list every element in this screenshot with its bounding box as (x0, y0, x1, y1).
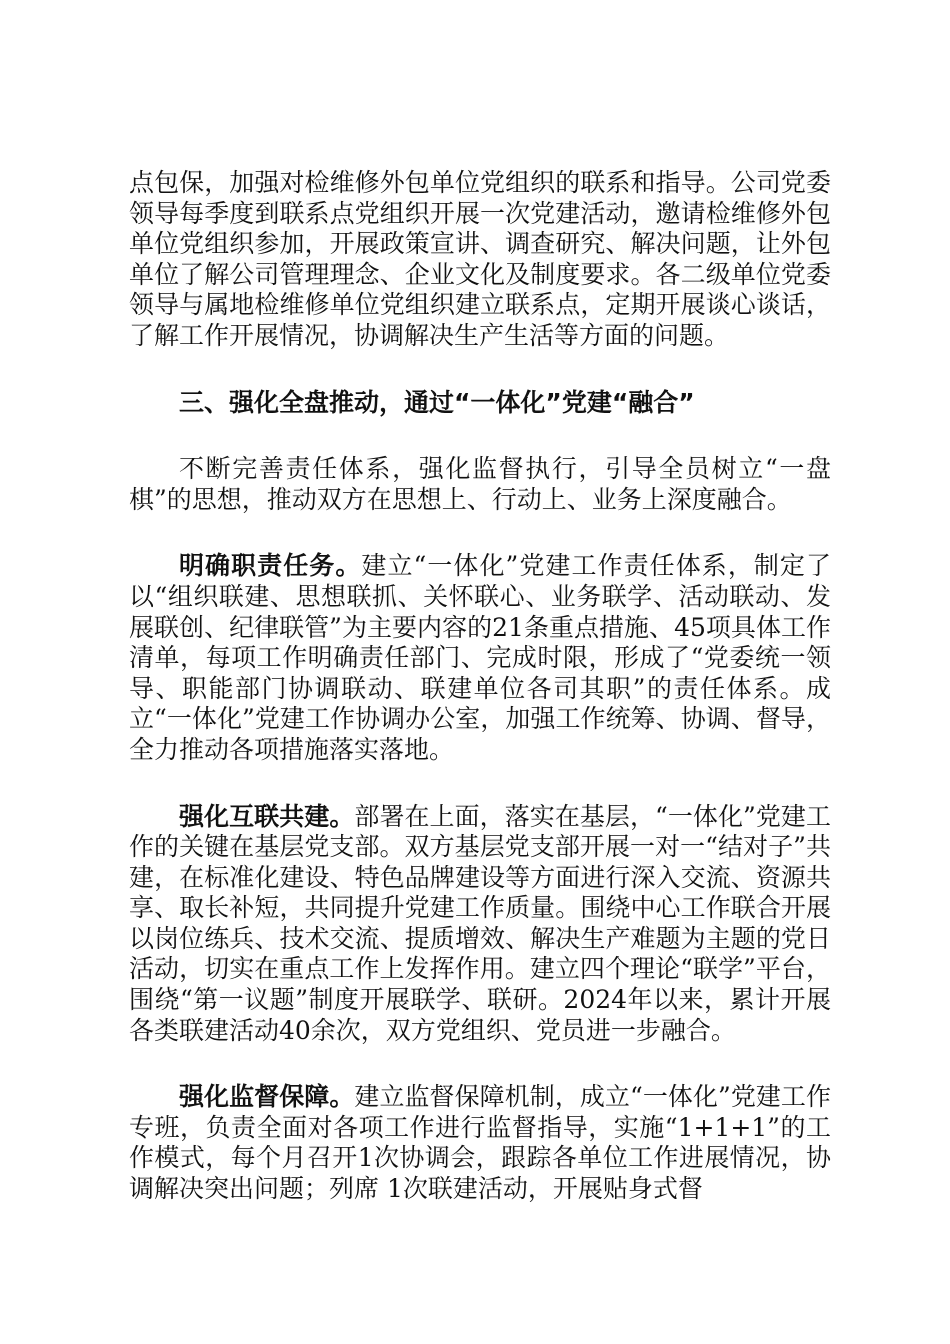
paragraph-body-supervision: 建立监督保障机制，成立“一体化”党建工作专班，负责全面对各项工作进行监督指导，实施“1+1+1”的工作模式，每个月召开1次协调会，跟踪各单位工作进展情况，协调解决突出问题；列席 1次联建活动，开展贴身式督 (129, 1082, 831, 1204)
document-body (129, 168, 831, 1205)
paragraph-body-clarify-duties: 建立“一体化”党建工作责任体系，制定了以“组织联建、思想联抓、关怀联心、业务联学、活动联动、发展联创、纪律联管”为主要内容的21条重点措施、45项具体工作清单，每项工作明确责任部门、完成时限，形成了“党委统一领导、职能部门协调联动、联建单位各司其职”的责任体系。成立“一体化”党建工作协调办公室，加强工作统筹、协调、督导，全力推动各项措施落实落地。 (129, 551, 831, 764)
paragraph-section-intro: 不断完善责任体系，强化监督执行，引导全员树立“一盘棋”的思想，推动双方在思想上、行动上、业务上深度融合。 (129, 454, 831, 514)
paragraph-body-joint-building: 部署在上面，落实在基层，“一体化”党建工作的关键在基层党支部。双方基层党支部开展一对一“结对子”共建，在标准化建设、特色品牌建设等方面进行深入交流、资源共享、取长补短，共同提升党建工作质量。围绕中心工作联合开展以岗位练兵、技术交流、提质增效、解决生产难题为主题的党日活动，切实在重点工作上发挥作用。建立四个理论“联学”平台，围绕“第一议题”制度开展联学、联研。2024年以来，累计开展各类联建活动40余次，双方党组织、党员进一步融合。 (129, 801, 831, 1045)
paragraph-lead-joint-building: 强化互联共建。 (179, 801, 355, 831)
paragraph-lead-supervision: 强化监督保障。 (179, 1082, 355, 1112)
section-heading-3: 三、强化全盘推动，通过“一体化”党建“融合” (179, 387, 695, 417)
paragraph-clarify-duties (129, 551, 831, 765)
paragraph-continuation: 点包保，加强对检维修外包单位党组织的联系和指导。公司党委领导每季度到联系点党组织开展一次党建活动，邀请检维修外包单位党组织参加，开展政策宣讲、调查研究、解决问题，让外包单位了解公司管理理念、企业文化及制度要求。各二级单位党委领导与属地检维修单位党组织建立联系点，定期开展谈心谈话，了解工作开展情况，协调解决生产生活等方面的问题。 (129, 168, 831, 350)
paragraph-joint-building (129, 802, 831, 1047)
paragraph-supervision (129, 1082, 831, 1204)
paragraph-lead-clarify-duties: 明确职责任务。 (179, 551, 362, 581)
